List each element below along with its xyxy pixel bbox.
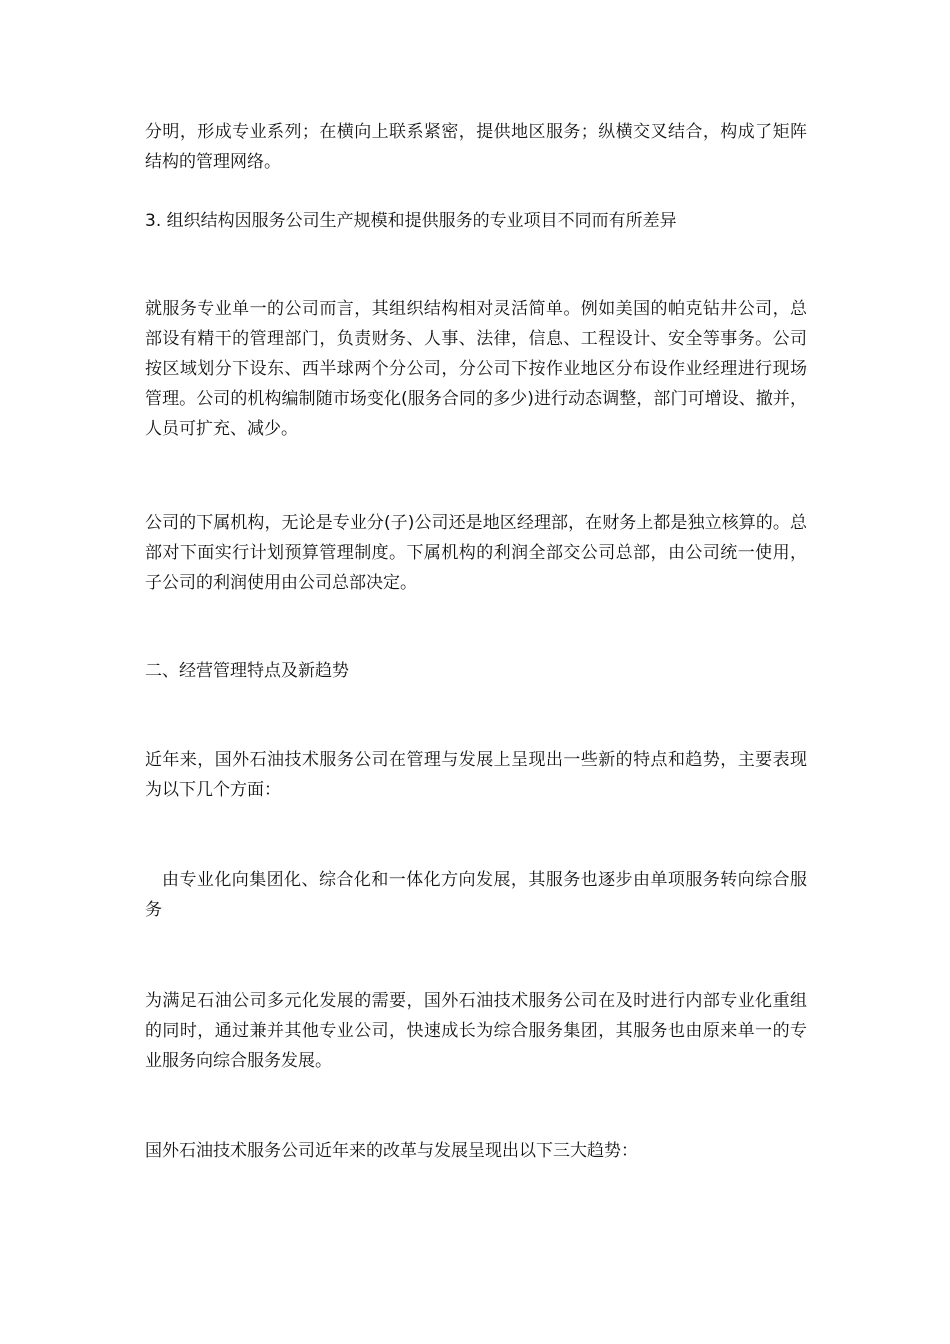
- heading-section-two: 二、经营管理特点及新趋势: [145, 661, 349, 681]
- paragraph-matrix-structure: 分明，形成专业系列；在横向上联系紧密，提供地区服务；纵横交叉结合，构成了矩阵结构的管理网络。: [145, 122, 807, 172]
- subheading-integration: 由专业化向集团化、综合化和一体化方向发展，其服务也逐步由单项服务转向综合服务: [145, 870, 807, 920]
- paragraph-recent-trends: 近年来，国外石油技术服务公司在管理与发展上呈现出一些新的特点和趋势，主要表现为以下几个方面：: [145, 750, 807, 800]
- paragraph-diversification: 为满足石油公司多元化发展的需要，国外石油技术服务公司在及时进行内部专业化重组的同时，通过兼并其他专业公司，快速成长为综合服务集团，其服务也由原来单一的专业服务向综合服务发展。: [145, 991, 807, 1071]
- paragraph-parker-drilling: 就服务专业单一的公司而言，其组织结构相对灵活简单。例如美国的帕克钻井公司，总部设有精干的管理部门，负责财务、人事、法律，信息、工程设计、安全等事务。公司按区域划分下设东、西半球两个分公司，分公司下按作业地区分布设作业经理进行现场管理。公司的机构编制随市场变化(服务合同的多少)进行动态调整，部门可增设、撤并，人员可扩充、减少。: [145, 299, 807, 439]
- paragraph-three-trends: 国外石油技术服务公司近年来的改革与发展呈现出以下三大趋势：: [145, 1141, 638, 1161]
- heading-section-3: 3. 组织结构因服务公司生产规模和提供服务的专业项目不同而有所差异: [145, 211, 677, 231]
- paragraph-subsidiaries-finance: 公司的下属机构，无论是专业分(子)公司还是地区经理部，在财务上都是独立核算的。总部对下面实行计划预算管理制度。下属机构的利润全部交公司总部，由公司统一使用，子公司的利润使用由公司总部决定。: [145, 513, 807, 593]
